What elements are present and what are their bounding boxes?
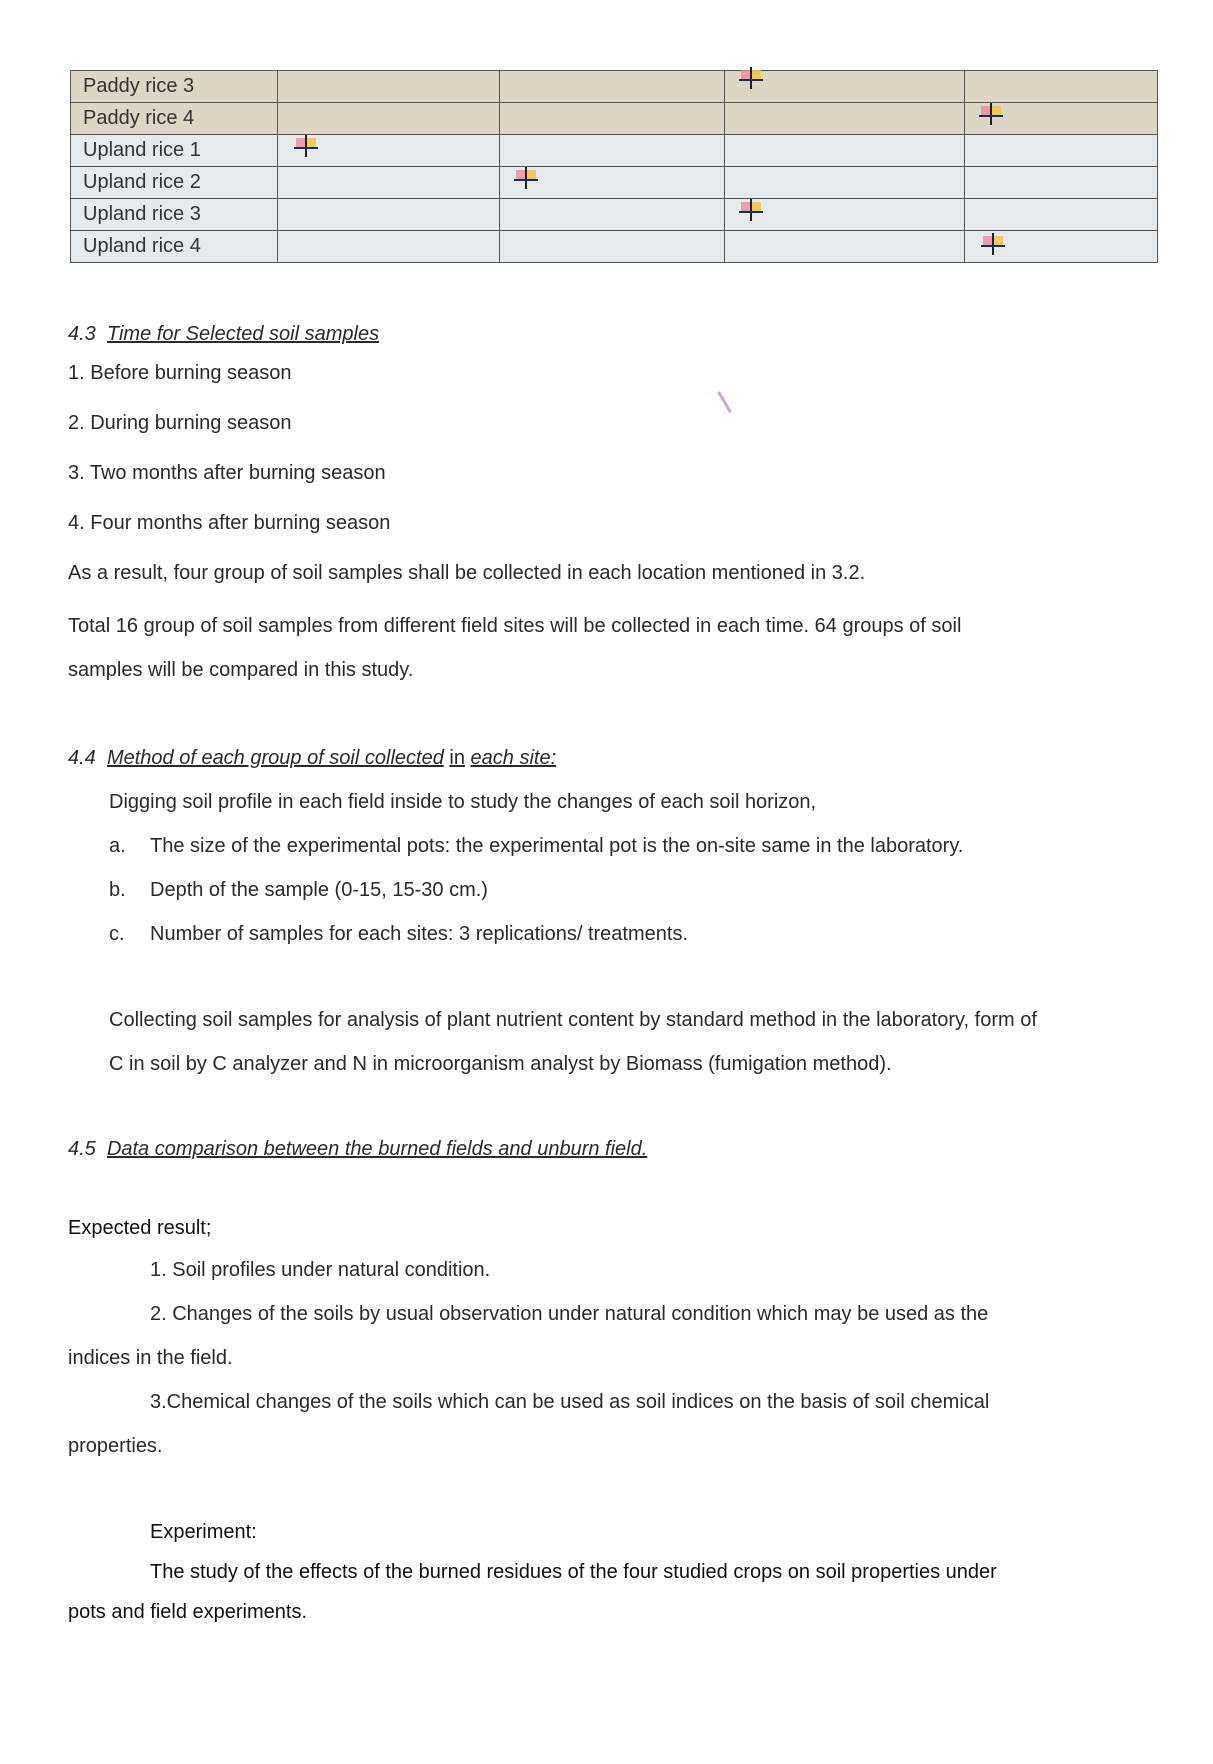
list-item-continuation: properties. [68,1435,163,1457]
list-item: 3.Chemical changes of the soils which can be used as soil indices on the basis of soil chemical [150,1391,990,1413]
cross-mark-icon [981,233,1005,257]
list-item: 4. Four months after burning season [68,512,391,534]
paragraph: Digging soil profile in each field inside to study the changes of each soil horizon, [109,791,817,813]
crop-sampling-table [70,70,1158,263]
cross-mark-icon [739,199,763,223]
paragraph: pots and field experiments. [68,1601,308,1623]
paragraph: C in soil by C analyzer and N in microorganism analyst by Biomass (fumigation method). [109,1053,892,1075]
stray-mark [717,391,732,413]
expected-result-heading: Expected result; [68,1217,212,1239]
table-row [71,135,1158,167]
list-item: The size of the experimental pots: the experimental pot is the on-site same in the laboratory. [150,835,964,857]
row-label: Upland rice 2 [71,167,278,199]
table-row [71,103,1158,135]
list-item-marker: c. [109,923,125,945]
list-item: 3. Two months after burning season [68,462,386,484]
table-row [71,199,1158,231]
experiment-heading: Experiment: [150,1521,257,1543]
row-label: Upland rice 4 [71,231,278,263]
paragraph: As a result, four group of soil samples shall be collected in each location mentioned in 3.2. [68,562,866,584]
section-title: Time for Selected soil samples [106,323,380,345]
list-item-continuation: indices in the field. [68,1347,233,1369]
section-heading-4-5: 4.5 Data comparison between the burned fields and unburn field. [68,1138,648,1160]
row-label: Paddy rice 3 [71,71,278,103]
cross-mark-icon [979,103,1003,127]
section-heading-4-3: 4.3 Time for Selected soil samples [68,323,380,345]
row-label: Upland rice 3 [71,199,278,231]
row-label: Paddy rice 4 [71,103,278,135]
section-heading-4-4: 4.4 Method of each group of soil collected in each site: [68,747,557,769]
cross-mark-icon [739,67,763,91]
table-row [71,71,1158,103]
list-item: 2. Changes of the soils by usual observation under natural condition which may be used as the [150,1303,989,1325]
paragraph: Total 16 group of soil samples from different field sites will be collected in each time. 64 groups of soil [68,615,962,637]
paragraph: The study of the effects of the burned residues of the four studied crops on soil properties under [150,1561,997,1583]
list-item: 1. Before burning season [68,362,292,384]
cross-mark-icon [514,167,538,191]
table-row [71,167,1158,199]
list-item-marker: a. [109,835,126,857]
section-title: Data comparison between the burned fields and unburn field. [106,1138,648,1160]
list-item: Depth of the sample (0-15, 15-30 cm.) [150,879,488,901]
paragraph: samples will be compared in this study. [68,659,414,681]
list-item: 1. Soil profiles under natural condition. [150,1259,491,1281]
row-label: Upland rice 1 [71,135,278,167]
cross-mark-icon [294,135,318,159]
list-item: 2. During burning season [68,412,292,434]
list-item-marker: b. [109,879,126,901]
paragraph: Collecting soil samples for analysis of plant nutrient content by standard method in the laboratory, form of [109,1009,1037,1031]
list-item: Number of samples for each sites: 3 replications/ treatments. [150,923,689,945]
table-row [71,231,1158,263]
